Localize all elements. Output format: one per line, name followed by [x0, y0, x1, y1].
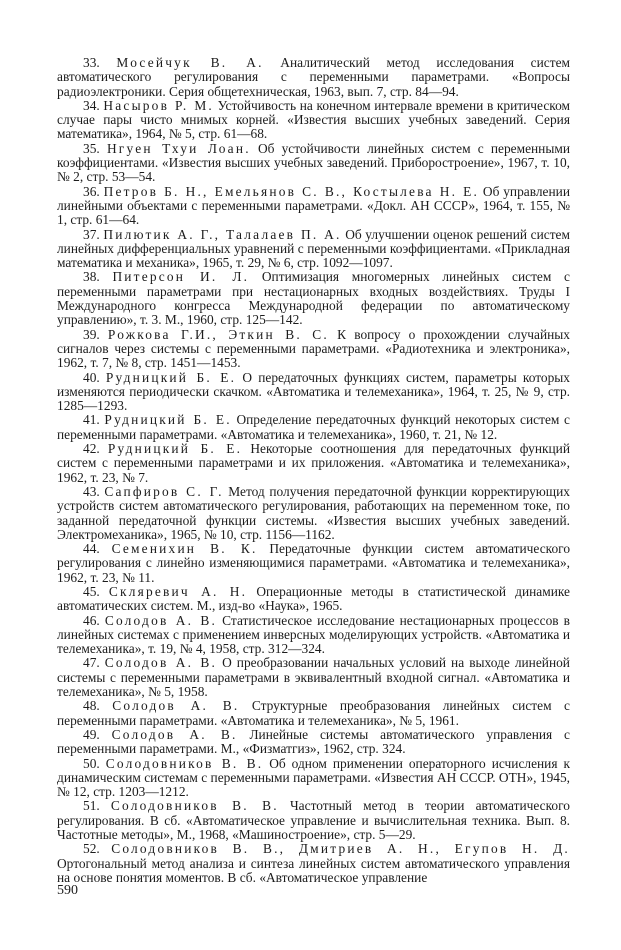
reference-text: Ортогональный метод анализа и синтеза линейных систем автоматического управления на основе понятия моментов. В сб. «Автоматическое управление: [57, 855, 570, 885]
page-number: 590: [57, 883, 78, 898]
reference-number: 38.: [83, 269, 100, 285]
reference-text: О передаточных функциях систем, параметры которых изменяются периодически скачком. «Автоматика и телемеханика», 1964, т. 25, № 9, стр. 1285—1293.: [57, 369, 570, 414]
reference-entry: [57, 485, 570, 542]
reference-author: Скляревич А. Н.: [108, 583, 248, 599]
reference-number: 40.: [83, 369, 100, 385]
reference-author: Солодовников В. В.: [110, 798, 279, 814]
reference-number: 47.: [83, 655, 100, 671]
reference-author: Солодов А. В.: [111, 726, 238, 742]
reference-entry: [57, 270, 570, 327]
reference-number: 39.: [83, 326, 100, 342]
reference-author: Пилютик А. Г., Талалаев П. А.: [103, 226, 342, 242]
reference-entry: [57, 99, 570, 142]
reference-number: 41.: [83, 412, 100, 428]
reference-entry: [57, 442, 570, 485]
reference-author: Рожкова Г.И., Эткин В. С.: [107, 326, 329, 342]
reference-entry: [57, 842, 570, 885]
reference-text: Передаточные функции систем автоматического регулирования с линейно изменяющимися параметрами. «Автоматика и телемеханика», 1962, т. 23, № 11.: [57, 541, 571, 585]
reference-entry: [57, 614, 570, 657]
reference-text: К вопросу о прохождении случайных сигналов через системы с переменными параметрами. «Радиотехника и электроника», 1962, т. 7, № 8, стр. 1451—1453.: [57, 326, 570, 371]
reference-text: Об одном применении операторного исчисления к динамическим системам с переменными параметрами. «Известия АН СССР. ОТН», 1945, № 12, стр. 1203—1212.: [57, 755, 570, 800]
reference-text: О преобразовании начальных условий на выходе линейной системы с переменными параметрами в эквивалентный входной сигнал. «Автоматика и телемеханика», № 5, 1958.: [57, 655, 570, 700]
reference-number: 37.: [83, 226, 100, 242]
reference-author: Насыров Р. М.: [103, 97, 214, 113]
reference-text: Операционные методы в статистической динамике автоматических систем. М., изд-во «Наука», 1965.: [57, 583, 570, 614]
reference-entry: [57, 328, 570, 371]
reference-number: 44.: [83, 541, 100, 557]
reference-text: Об устойчивости линейных систем с переменными коэффициентами. «Известия высших учебных заведений. Приборостроение», 1967, т. 10, № 2, стр. 53—54.: [57, 140, 570, 185]
reference-number: 36.: [83, 183, 100, 199]
reference-author: Мосейчук В. А.: [116, 55, 264, 70]
reference-author: Нгуен Тхуи Лоан.: [106, 140, 251, 156]
reference-entry: [57, 56, 570, 99]
reference-author: Сапфиров С. Г.: [104, 483, 224, 499]
reference-text: Устойчивость на конечном интервале времени в критическом случае пары чисто мнимых корней. «Известия высших учебных заведений. Серия математика», 1964, № 5, стр. 61—68.: [57, 97, 571, 142]
reference-number: 51.: [83, 798, 100, 814]
reference-author: Солодовников В. В.: [105, 755, 264, 771]
reference-text: Статистическое исследование нестационарных процессов в линейных системах с применением инверсных моделирующих устройств. «Автоматика и телемеханика», т. 19, № 4, 1958, стр. 312—324.: [57, 612, 570, 657]
reference-entry: [57, 185, 570, 228]
reference-text: Некоторые соотношения для передаточных функций систем с переменными параметрами и их приложения. «Автоматика и телемеханика», 1962, т. 23, № 7.: [57, 441, 570, 485]
reference-author: Рудницкий Б. Е.: [105, 369, 237, 385]
reference-author: Солодов А. В.: [104, 612, 218, 628]
reference-author: Солодов А. В.: [104, 655, 218, 671]
reference-number: 35.: [83, 140, 100, 156]
reference-entry: [57, 699, 570, 728]
reference-entry: [57, 799, 570, 842]
reference-text: Частотный метод в теории автоматического регулирования. В сб. «Автоматическое управление и вычислительная техника. Вып. 8. Частотные методы», М., 1968, «Машиностроение», стр. 5—29.: [57, 798, 570, 843]
reference-text: Оптимизация многомерных линейных систем с переменными параметрами при нестационарных входных воздействиях. Труды I Международного конгресса Международной федерации по автоматическому управлению», т. 3. М., 1960, стр. 125—142.: [57, 269, 570, 328]
reference-author: Солодовников В. В., Дмитриев А. Н., Егупов Н. Д.: [111, 841, 570, 857]
reference-text: Об улучшении оценок решений систем линейных дифференциальных уравнений с переменными коэффициентами. «Прикладная математика и механика», 1965, т. 29, № 6, стр. 1092—1097.: [57, 226, 570, 271]
reference-entry: [57, 542, 570, 585]
reference-text: Об управлении линейными объектами с переменными параметрами. «Докл. АН СССР», 1964, т. 155, № 1, стр. 61—64.: [57, 183, 570, 228]
reference-entry: [57, 656, 570, 699]
reference-number: 50.: [83, 755, 100, 771]
reference-author: Рудницкий Б. Е.: [107, 441, 243, 457]
reference-author: Солодов А. В.: [112, 698, 240, 714]
reference-entry: [57, 728, 570, 757]
reference-number: 34.: [83, 97, 100, 113]
reference-author: Петров Б. Н., Емельянов С. В., Костылева Н. Е.: [103, 183, 480, 199]
reference-number: 48.: [83, 698, 100, 714]
reference-entry: [57, 413, 570, 442]
reference-author: Питерсон И. Л.: [112, 269, 250, 285]
reference-number: 33.: [83, 55, 100, 70]
reference-entry: [57, 142, 570, 185]
reference-number: 49.: [83, 726, 100, 742]
reference-number: 46.: [83, 612, 100, 628]
reference-text: Структурные преобразования линейных систем с переменными параметрами. «Автоматика и телемеханика», № 5, 1961.: [57, 698, 570, 728]
reference-entry: [57, 371, 570, 414]
reference-number: 43.: [83, 483, 100, 499]
reference-number: 45.: [83, 583, 100, 599]
reference-author: Семенихин В. К.: [111, 541, 258, 557]
reference-entry: [57, 757, 570, 800]
reference-author: Рудницкий Б. Е.: [104, 412, 232, 428]
reference-number: 52.: [83, 841, 100, 857]
reference-entry: [57, 585, 570, 614]
reference-text: Линейные системы автоматического управления с переменными параметрами. М., «Физматгиз», 1962, стр. 324.: [57, 726, 571, 757]
reference-text: Определение передаточных функций некоторых систем с переменными параметрами. «Автоматика и телемеханика», 1960, т. 21, № 12.: [57, 412, 570, 442]
reference-list: [57, 56, 570, 885]
reference-text: Аналитический метод исследования систем автоматического регулирования с переменными параметрами. «Вопросы радиоэлектроники. Серия общетехническая, 1963, вып. 7, стр. 84—94.: [57, 55, 570, 99]
reference-entry: [57, 228, 570, 271]
reference-text: Метод получения передаточной функции корректирующих устройств систем автоматического регулирования, работающих на переменном токе, по заданной передаточной функции системы. «Известия высших учебных заведений. Электромеханика», 1965, № 10, стр. 1156—1162.: [57, 483, 570, 542]
reference-number: 42.: [83, 441, 100, 457]
